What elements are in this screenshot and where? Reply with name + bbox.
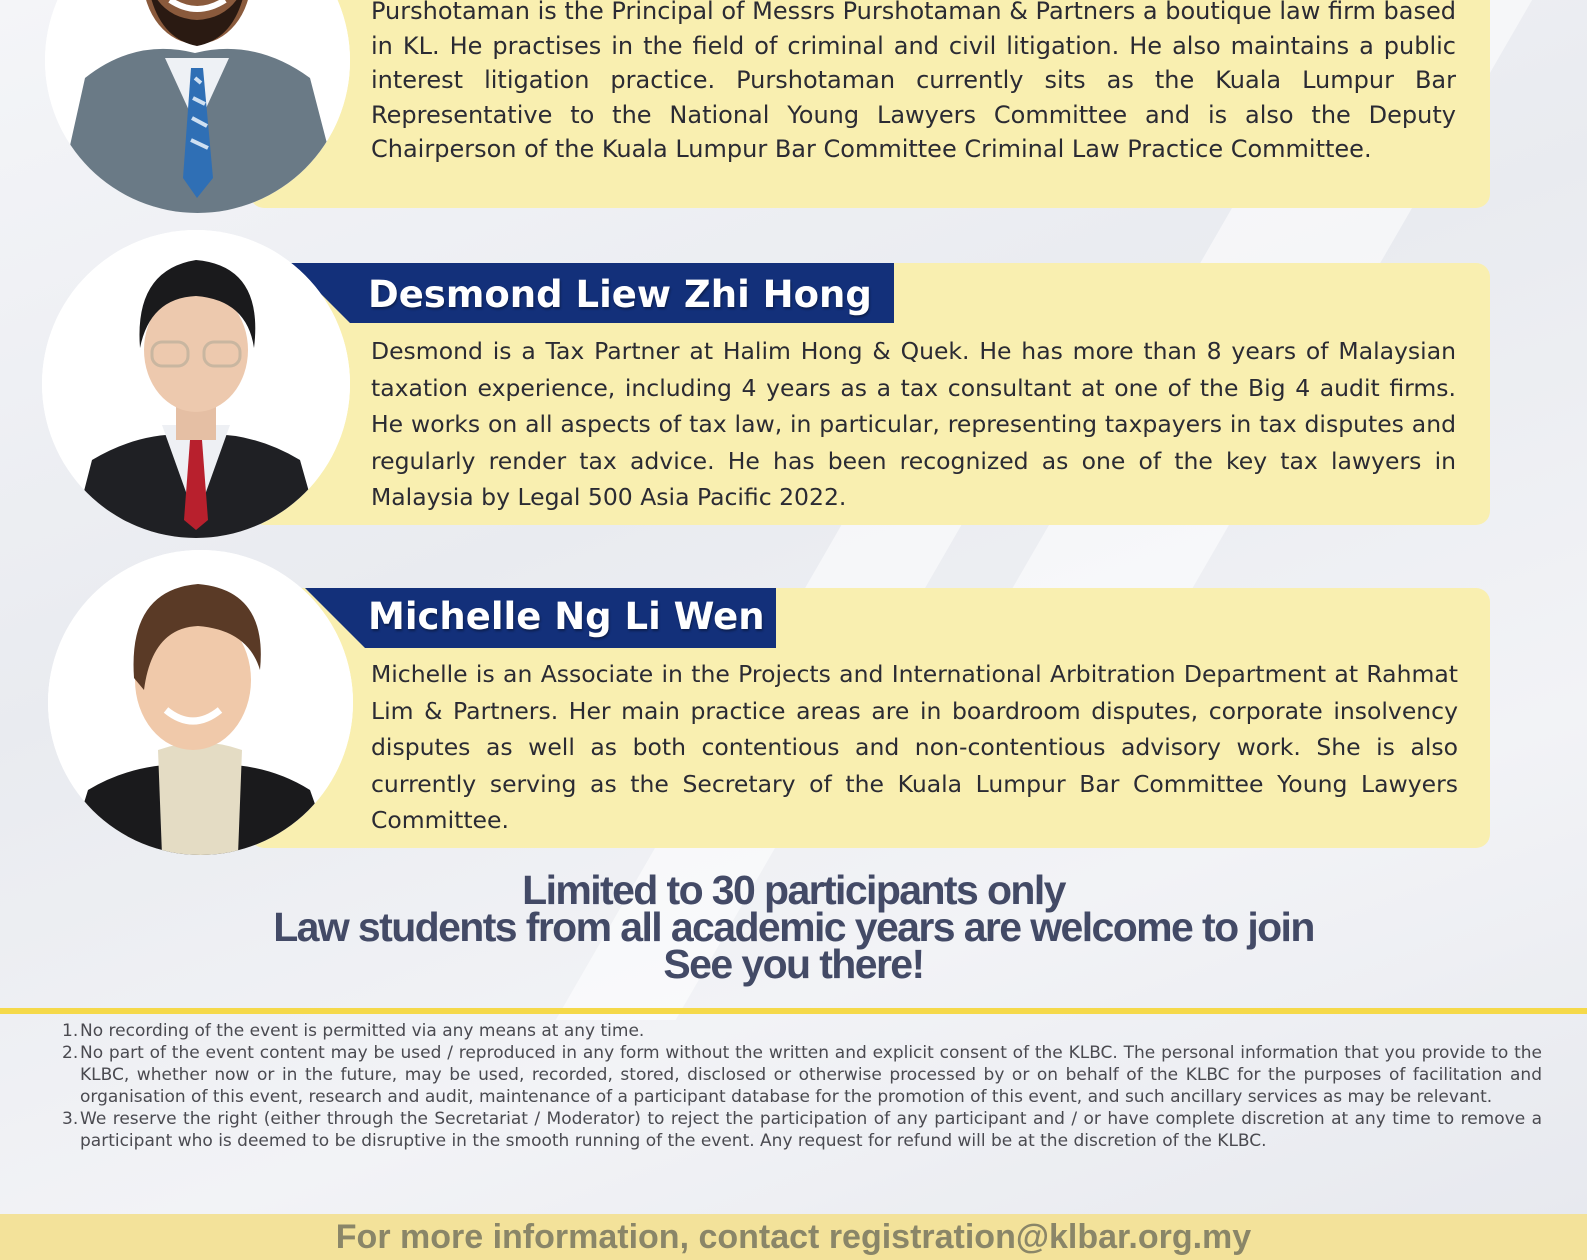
speaker-photo-desmond bbox=[42, 230, 350, 538]
terms-item-number: 3. bbox=[62, 1109, 79, 1129]
cta-welcome: Law students from all academic years are welcome to join bbox=[273, 904, 1314, 950]
terms-item-number: 1. bbox=[62, 1021, 79, 1041]
terms-item-text: No part of the event content may be used / reproduced in any form without the written and explicit consent of the KLBC. The personal information that you provide to the KLBC, whether now or in the future, may be used, recorded, stored, disclosed or otherwise processed by or on behalf of the KLBC for the purposes of facilitation and organisation of this event, research and audit, maintenance of a participant database for the promotion of this event, and such ancillary services as may be relevant. bbox=[80, 1043, 1542, 1107]
terms-item bbox=[60, 1108, 1542, 1152]
speaker-photo-michelle bbox=[48, 550, 353, 855]
cta-participants-limit: Limited to 30 participants only bbox=[522, 867, 1065, 913]
speaker-name: Desmond Liew Zhi Hong bbox=[368, 273, 872, 316]
terms-list bbox=[60, 1020, 1542, 1152]
terms-item-text: We reserve the right (either through the Secretariat / Moderator) to reject the participation of any participant and / or have complete discretion at any time to remove a participant who is deemed to be disruptive in the smooth running of the event. Any request for refund will be at the discretion of the KLBC. bbox=[80, 1109, 1542, 1151]
divider bbox=[0, 1008, 1587, 1014]
terms-item-text: No recording of the event is permitted via any means at any time. bbox=[80, 1021, 645, 1041]
speaker-bio: Desmond is a Tax Partner at Halim Hong & Quek. He has more than 8 years of Malaysian taxation experience, including 4 years as a tax consultant at one of the Big 4 audit firms. He works on all aspects of tax law, in particular, representing taxpayers in tax disputes and regularly render tax advice. He has been recognized as one of the key tax lawyers in Malaysia by Legal 500 Asia Pacific 2022. bbox=[371, 337, 1456, 511]
terms-item bbox=[60, 1020, 1542, 1042]
terms-item-number: 2. bbox=[62, 1043, 79, 1063]
man-in-suit-portrait bbox=[42, 230, 350, 538]
speaker-bio: Michelle is an Associate in the Projects and International Arbitration Department at Rahmat Lim & Partners. Her main practice areas are in boardroom disputes, corporate insolvency disputes as well as both contentious and non-contentious advisory work. She is also currently serving as the Secretary of the Kuala Lumpur Bar Committee Young Lawyers Committee. bbox=[371, 660, 1458, 834]
terms-item bbox=[60, 1042, 1542, 1108]
woman-in-suit-portrait bbox=[48, 550, 353, 855]
footer-contact-text[interactable]: For more information, contact registration@klbar.org.my bbox=[335, 1218, 1252, 1256]
footer-contact-bar bbox=[0, 1214, 1587, 1260]
speaker-name: Michelle Ng Li Wen bbox=[368, 595, 765, 638]
speaker-bio: Purshotaman is the Principal of Messrs Purshotaman & Partners a boutique law firm based in KL. He practises in the field of criminal and civil litigation. He also maintains a public interest litigation practice. Purshotaman currently sits as the Kuala Lumpur Bar Representative to the National Young Lawyers Committee and is also the Deputy Chairperson of the Kuala Lumpur Bar Committee Criminal Law Practice Committee. bbox=[371, 0, 1456, 164]
cta-see-you: See you there! bbox=[663, 941, 924, 987]
